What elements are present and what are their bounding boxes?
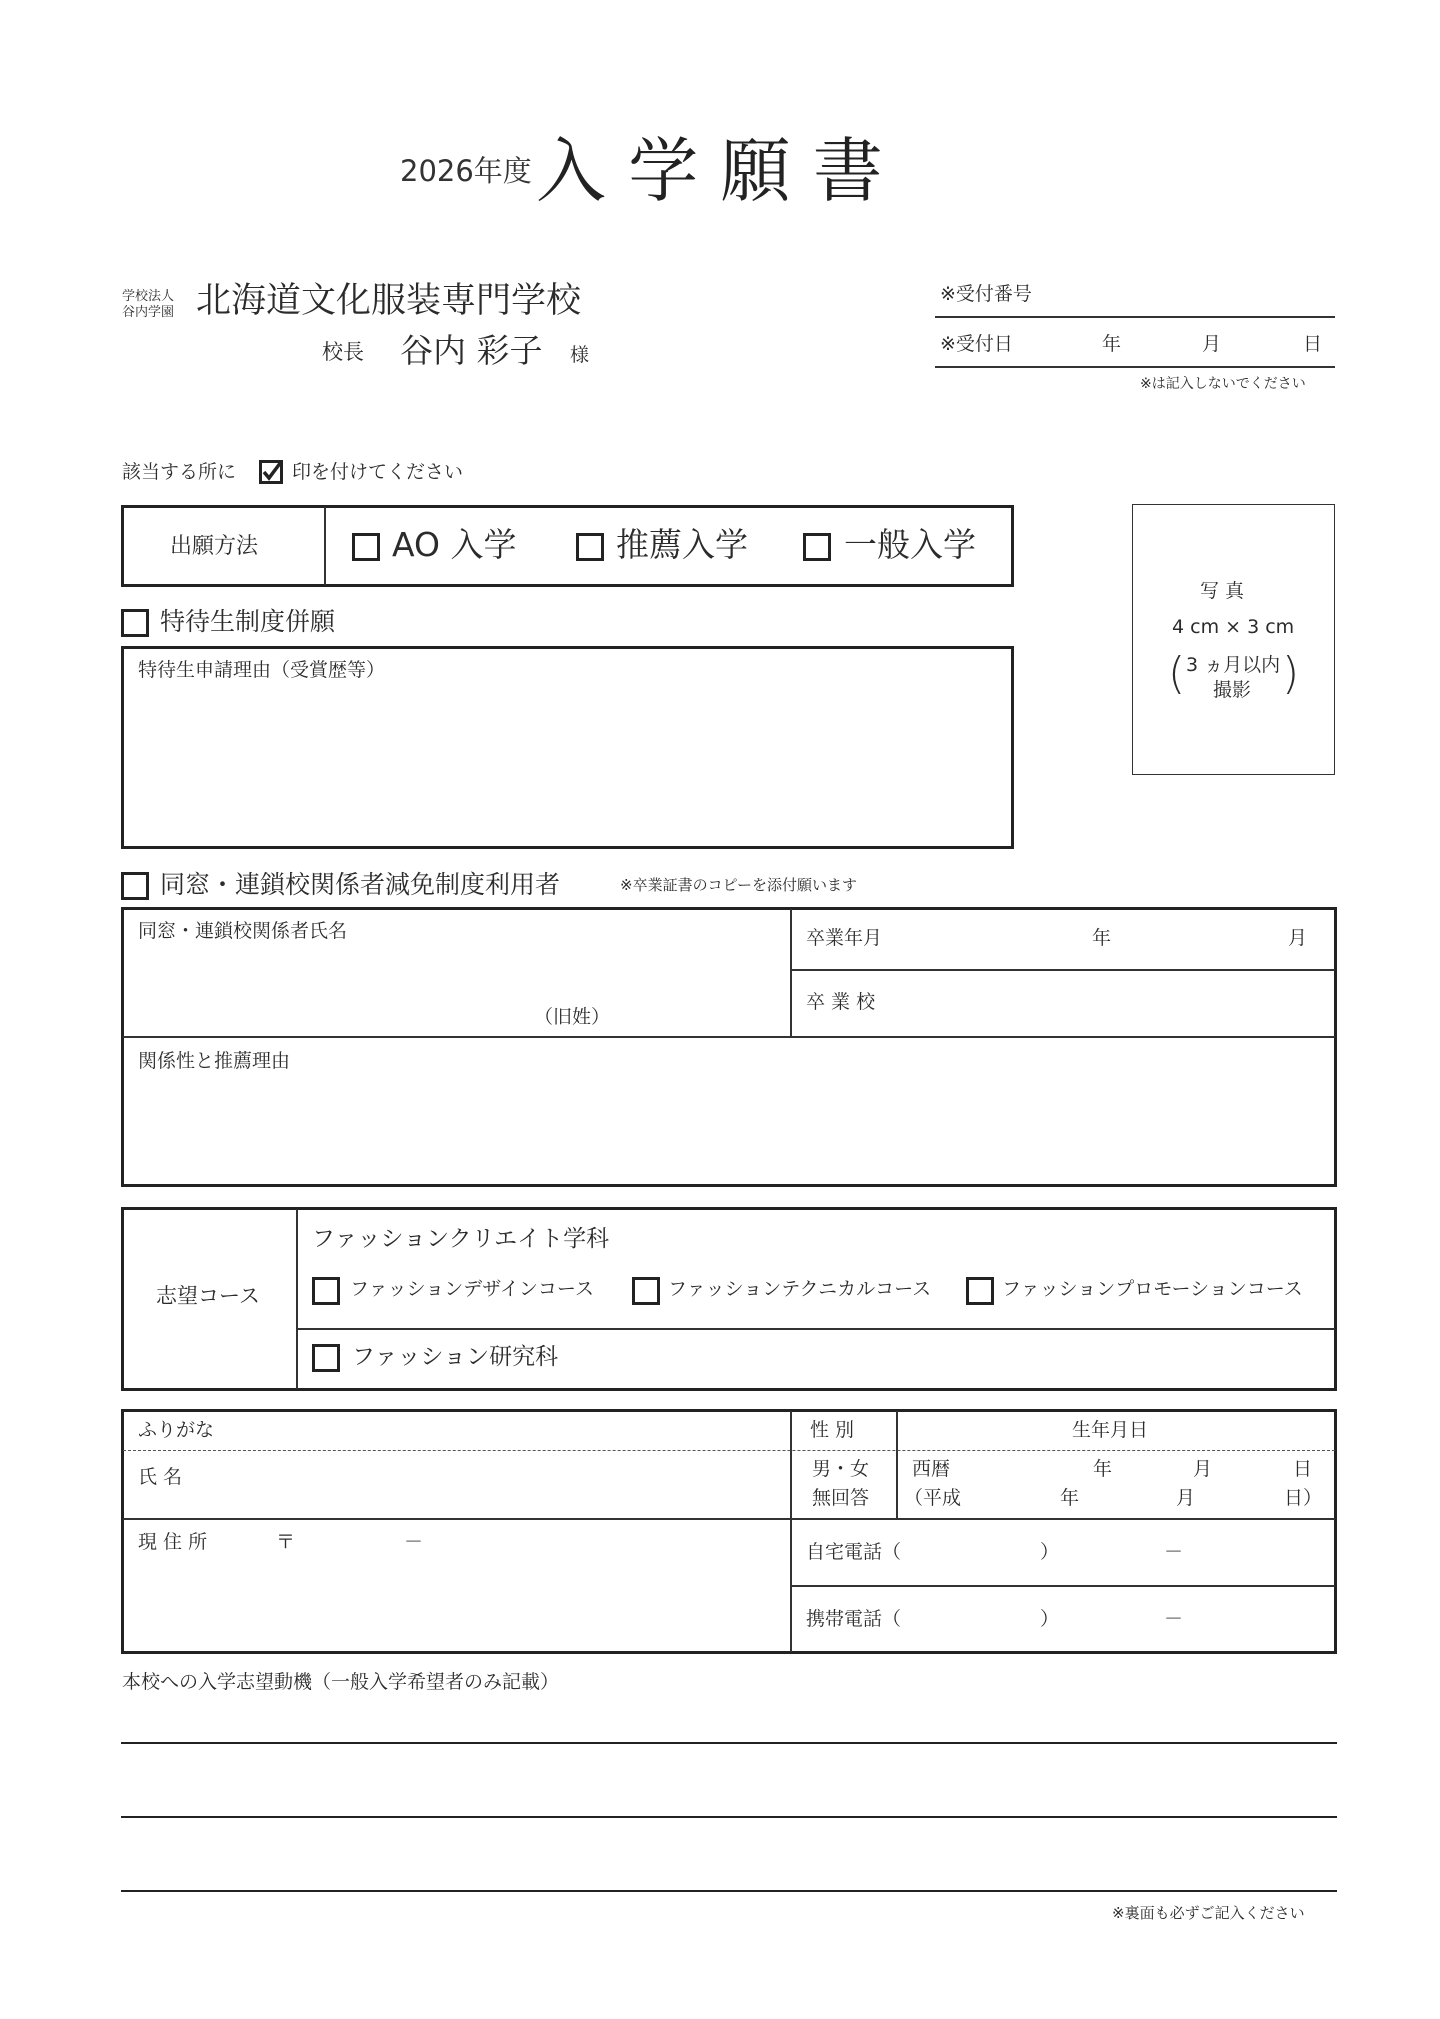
course-divider-v (296, 1209, 298, 1389)
research-course-checkbox[interactable] (312, 1344, 340, 1372)
course-label: 志望コース (156, 1284, 260, 1308)
birthdate-label: 生年月日 (1072, 1419, 1149, 1441)
mobile-phone-dash: － (1164, 1608, 1184, 1630)
alumni-note: ※卒業証書のコピーを添付願います (620, 876, 857, 894)
corporation-line-2: 谷内学園 (122, 305, 175, 320)
corporation-line-1: 学校法人 (122, 289, 175, 304)
receipt-date-line (935, 366, 1335, 368)
relation-reason-label: 関係性と推薦理由 (138, 1050, 291, 1072)
principal-label: 校長 (322, 340, 364, 364)
alumni-name-label: 同窓・連鎖校関係者氏名 (138, 920, 348, 942)
graduation-month: 月 (1288, 927, 1308, 949)
receipt-month: 月 (1202, 333, 1222, 355)
scholarship-checkbox[interactable] (121, 609, 149, 637)
sex-options: 男・女 (812, 1458, 870, 1480)
ao-checkbox[interactable] (352, 533, 380, 561)
heisei-label: （平成 (904, 1487, 962, 1509)
receipt-number-label: ※受付番号 (940, 283, 1032, 305)
principal-name: 谷内 彩子 (400, 331, 543, 370)
school-name: 北海道文化服装専門学校 (196, 281, 582, 321)
office-use-note: ※は記入しないでください (1140, 376, 1306, 392)
personal-divider-h1 (123, 1518, 1335, 1520)
heisei-month: 月 (1176, 1487, 1196, 1509)
course-divider-h (297, 1328, 1335, 1330)
personal-info-box (121, 1409, 1337, 1654)
home-phone-dash: － (1164, 1541, 1184, 1563)
promotion-course-checkbox[interactable] (966, 1277, 994, 1305)
motivation-line-2[interactable] (121, 1816, 1337, 1818)
photo-size: 4 cm × 3 cm (1172, 616, 1295, 638)
general-checkbox[interactable] (803, 533, 831, 561)
personal-divider-v1 (790, 1411, 792, 1652)
technical-course-checkbox[interactable] (632, 1277, 660, 1305)
checked-box-icon (259, 460, 283, 484)
address-label: 現 住 所 (138, 1531, 208, 1553)
seireki-month: 月 (1193, 1458, 1213, 1480)
motivation-line-3[interactable] (121, 1890, 1337, 1892)
alumni-checkbox[interactable] (121, 872, 149, 900)
heisei-year: 年 (1060, 1487, 1080, 1509)
photo-shoot: 撮影 (1213, 679, 1252, 701)
application-method-label: 出願方法 (170, 534, 259, 559)
heisei-day: 日） (1284, 1487, 1323, 1509)
recommend-checkbox[interactable] (576, 533, 604, 561)
ao-label: AO 入学 (392, 525, 517, 564)
technical-course-label: ファッションテクニカルコース (668, 1278, 932, 1300)
photo-period: 3 ヵ月以内 (1186, 654, 1281, 676)
alumni-box (121, 907, 1337, 1187)
furigana-label: ふりがな (138, 1419, 215, 1441)
promotion-course-label: ファッションプロモーションコース (1002, 1278, 1303, 1300)
instruction-before: 該当する所に (122, 461, 237, 483)
research-course-label: ファッション研究科 (352, 1344, 559, 1370)
graduation-year: 年 (1092, 927, 1112, 949)
motivation-label: 本校への入学志望動機（一般入学希望者のみ記載） (122, 1671, 560, 1693)
footer-note: ※裏面も必ずご記入ください (1112, 1904, 1305, 1922)
year-label: 2026年度 (400, 154, 532, 188)
receipt-day: 日 (1303, 333, 1323, 355)
personal-divider-v2 (896, 1411, 898, 1518)
maiden-name-label: （旧姓） (534, 1006, 611, 1028)
department-name: ファッションクリエイト学科 (312, 1226, 610, 1252)
scholarship-label: 特待生制度併願 (160, 607, 336, 636)
home-phone-close: ） (1040, 1541, 1060, 1563)
postal-dash: － (404, 1531, 424, 1553)
sex-label: 性 別 (810, 1419, 855, 1441)
photo-box (1132, 504, 1335, 775)
seireki-day: 日 (1293, 1458, 1313, 1480)
alumni-divider-h2 (123, 1036, 1335, 1038)
receipt-date-label: ※受付日 (940, 333, 1013, 355)
mobile-phone-label: 携帯電話（ (806, 1608, 902, 1630)
recommend-label: 推薦入学 (616, 525, 748, 564)
graduated-school-label: 卒 業 校 (806, 991, 876, 1013)
application-method-divider (324, 507, 326, 585)
alumni-divider-v (790, 909, 792, 1037)
receipt-number-line (935, 316, 1335, 318)
page-title: 入 学 願 書 (536, 130, 883, 212)
honorific: 様 (570, 344, 590, 366)
seireki-year: 年 (1093, 1458, 1113, 1480)
photo-title: 写 真 (1200, 580, 1245, 602)
photo-paren-open: ( (1168, 648, 1186, 699)
photo-paren-close: ) (1282, 648, 1300, 699)
alumni-divider-h1 (791, 969, 1335, 971)
seireki-label: 西暦 (912, 1458, 951, 1480)
scholarship-reason-label: 特待生申請理由（受賞歴等） (138, 659, 386, 681)
name-label: 氏 名 (138, 1466, 183, 1488)
design-course-label: ファッションデザインコース (350, 1278, 594, 1300)
instruction-after: 印を付けてください (292, 461, 464, 483)
motivation-line-1[interactable] (121, 1742, 1337, 1744)
personal-divider-h2 (791, 1585, 1335, 1587)
receipt-year: 年 (1102, 333, 1122, 355)
sex-other: 無回答 (812, 1487, 870, 1509)
postal-mark: 〒 (276, 1531, 296, 1553)
furigana-dotted-line (123, 1450, 1335, 1451)
design-course-checkbox[interactable] (312, 1277, 340, 1305)
mobile-phone-close: ） (1040, 1608, 1060, 1630)
home-phone-label: 自宅電話（ (806, 1541, 902, 1563)
graduation-date-label: 卒業年月 (806, 927, 883, 949)
general-label: 一般入学 (844, 525, 976, 564)
alumni-label: 同窓・連鎖校関係者減免制度利用者 (160, 870, 561, 899)
